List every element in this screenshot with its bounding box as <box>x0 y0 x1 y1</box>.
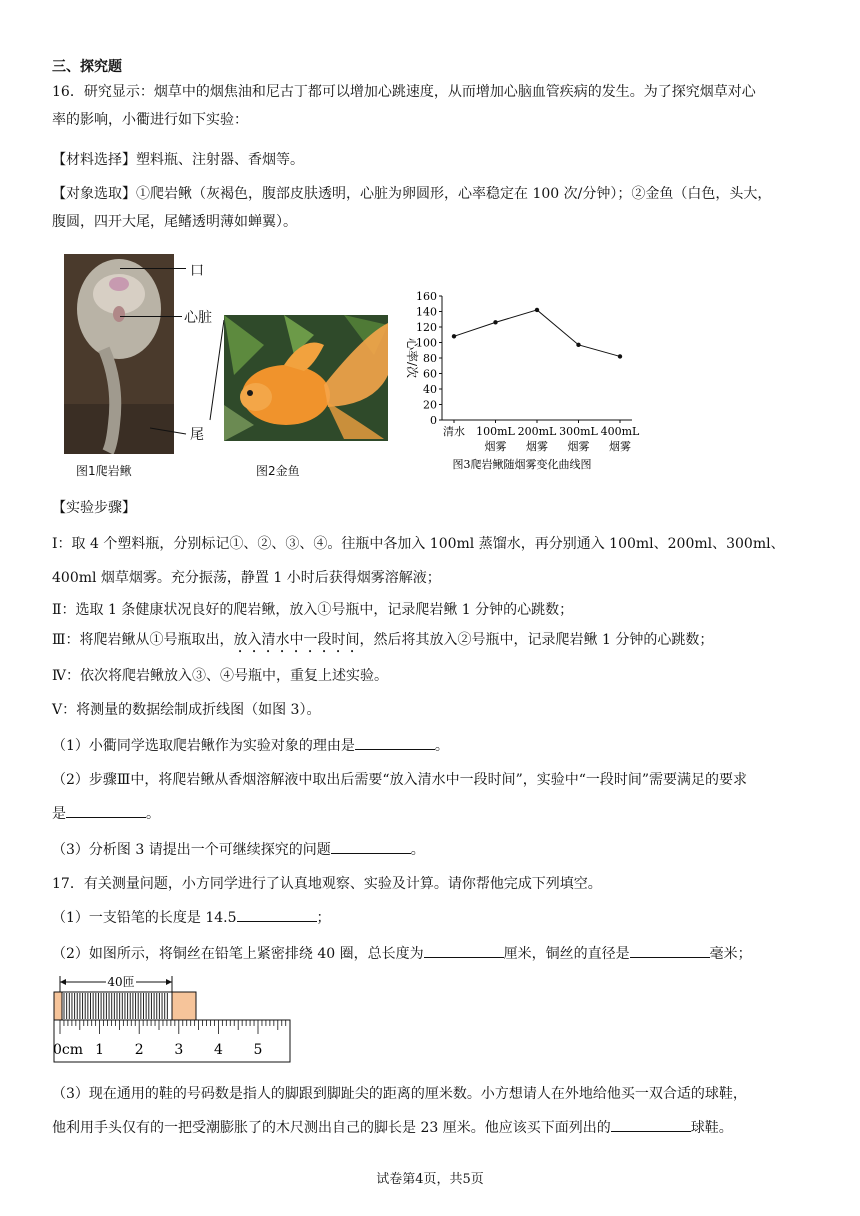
x-tick-label-line2: 烟雾 <box>484 440 507 453</box>
q16-sub2-line1: （2）步骤Ⅲ中，将爬岩鳅从香烟溶解液中取出后需要“放入清水中一段时间”，实验中“一段时间”需要满足的要求 <box>52 772 748 788</box>
label-tail: 尾 <box>190 427 204 443</box>
q16-sub1-end: 。 <box>434 738 449 754</box>
q17-sub2 <box>52 940 812 968</box>
q16-objects-line1: 【对象选取】①爬岩鳅（灰褐色，腹部皮肤透明，心脏为卵圆形，心率稳定在 100 次/分钟）；②金鱼（白色，头大， <box>52 186 772 202</box>
y-tick-label: 160 <box>416 290 437 303</box>
arrow-left-head <box>60 979 66 985</box>
q17-sub1 <box>52 904 812 932</box>
q16-sub2-blank[interactable] <box>66 803 146 818</box>
fig1-caption: 图1爬岩鳅 <box>76 464 132 478</box>
q17-sub1-blank[interactable] <box>237 907 317 922</box>
series-line <box>454 310 620 357</box>
ruler-label: 2 <box>134 1042 144 1058</box>
q16-sub3-blank[interactable] <box>331 839 411 854</box>
step-1-line1: Ⅰ：取 4 个塑料瓶，分别标记①、②、③、④。往瓶中各加入 100ml 蒸馏水，再分别通入 100ml、200ml、300ml、 <box>52 536 785 552</box>
q16-sub3-text: （3）分析图 3 请提出一个可继续探究的问题 <box>52 842 331 858</box>
q16-sub2-pre: 是 <box>52 806 66 822</box>
step-1-line2: 400ml 烟草烟雾。充分振荡，静置 1 小时后获得烟雾溶解液； <box>52 570 441 586</box>
ruler-figure <box>50 972 295 1068</box>
step-3 <box>52 626 812 656</box>
coil-label: 40匝 <box>107 975 135 989</box>
x-tick-label: 300mL <box>559 425 598 438</box>
data-point <box>493 320 497 324</box>
data-point <box>535 308 539 312</box>
q17-sub2-blank-1[interactable] <box>424 943 504 958</box>
q17-sub2-text: （2）如图所示，将铜丝在铅笔上紧密排绕 40 圈，总长度为 <box>52 946 424 962</box>
q17-sub3 <box>52 1080 812 1142</box>
x-tick-label: 400mL <box>600 425 640 438</box>
q16-sub1 <box>52 732 812 760</box>
y-tick-label: 100 <box>416 336 437 350</box>
y-tick-label: 120 <box>416 321 437 334</box>
q16-intro-line2: 率的影响，小衢进行如下实验： <box>52 112 248 128</box>
pencil-left-end <box>54 992 62 1020</box>
x-tick-label-line2: 烟雾 <box>609 440 631 453</box>
step-1 <box>52 530 812 592</box>
x-tick-label: 200mL <box>517 425 557 438</box>
step-3-dotted: 放入清水中一段时间 <box>233 632 360 648</box>
step-4: Ⅳ：依次将爬岩鳅放入③、④号瓶中，重复上述实验。 <box>52 668 388 684</box>
ruler-label: 3 <box>174 1042 184 1058</box>
label-heart: 心脏 <box>184 310 212 326</box>
ruler-label: 4 <box>213 1042 223 1058</box>
q16-objects-line2: 腹圆，四开大尾，尾鳍透明薄如蝉翼）。 <box>52 214 297 230</box>
q17-intro: 17．有关测量问题，小方同学进行了认真地观察、实验及计算。请你帮他完成下列填空。 <box>52 876 602 892</box>
data-point <box>618 354 622 358</box>
q16-sub2 <box>52 766 812 828</box>
page-footer: 试卷第4页，共5页 <box>376 1172 484 1187</box>
q16-sub3 <box>52 836 812 864</box>
label-mouth: 口 <box>190 263 204 279</box>
q17-sub1-end: ； <box>316 910 331 926</box>
q16-intro <box>52 78 812 134</box>
steps-title: 【实验步骤】 <box>52 500 136 516</box>
q16-sub2-end: 。 <box>146 806 160 822</box>
q16-materials: 【材料选择】塑料瓶、注射器、香烟等。 <box>52 152 304 168</box>
y-tick-label: 40 <box>423 383 437 396</box>
x-tick-label-line2: 烟雾 <box>567 440 590 453</box>
q16-objects <box>52 180 812 236</box>
y-axis-label: 心率/次 <box>405 337 419 379</box>
step-5: Ⅴ：将测量的数据绘制成折线图（如图 3）。 <box>52 702 321 718</box>
label-line-mouth <box>120 268 186 269</box>
label-line-heart <box>120 316 182 317</box>
y-tick-label: 80 <box>423 352 437 365</box>
pencil-right-end <box>172 992 196 1020</box>
q17-sub3-end: 球鞋。 <box>690 1120 733 1136</box>
q17-sub2-mid: 厘米，铜丝的直径是 <box>503 946 630 962</box>
q17-sub3-blank[interactable] <box>611 1117 691 1132</box>
ruler-label: 1 <box>95 1042 105 1058</box>
q17-sub2-blank-2[interactable] <box>630 943 710 958</box>
q16-sub1-text: （1）小衢同学选取爬岩鳅作为实验对象的理由是 <box>52 738 355 754</box>
arrow-right-head <box>166 979 172 985</box>
step-3-post: ，然后将其放入②号瓶中，记录爬岩鳅 1 分钟的心跳数； <box>359 632 714 648</box>
x-tick-label: 100mL <box>476 425 515 438</box>
ruler-label: 0cm <box>52 1042 84 1058</box>
q16-sub3-end: 。 <box>410 842 425 858</box>
step-2: Ⅱ：选取 1 条健康状况良好的爬岩鳅，放入①号瓶中，记录爬岩鳅 1 分钟的心跳数； <box>52 602 574 618</box>
q16-intro-line1: 16．研究显示：烟草中的烟焦油和尼古丁都可以增加心跳速度，从而增加心脑血管疾病的发生。为了探究烟草对心 <box>52 84 756 100</box>
q16-sub2-line2 <box>52 800 812 828</box>
y-tick-label: 0 <box>430 414 437 427</box>
fig2-caption: 图2金鱼 <box>256 464 300 478</box>
data-point <box>452 334 456 338</box>
q17-sub2-end: 毫米； <box>709 946 752 962</box>
q17-sub3-line1: （3）现在通用的鞋的号码数是指人的脚跟到脚趾尖的距离的厘米数。小方想请人在外地给他买一双合适的球鞋， <box>52 1086 747 1102</box>
y-tick-label: 140 <box>416 305 437 319</box>
goldfish-photo <box>224 315 388 441</box>
step-3-pre: Ⅲ：将爬岩鳅从①号瓶取出， <box>52 632 234 648</box>
x-tick-label: 清水 <box>443 425 465 438</box>
q16-sub1-blank[interactable] <box>355 735 435 750</box>
q17-sub3-text: 他利用手头仅有的一把受潮膨胀了的木尺测出自己的脚长是 23 厘米。他应该买下面列出的 <box>52 1120 611 1136</box>
ruler-label: 5 <box>253 1042 263 1058</box>
figure-2-goldfish <box>224 315 388 445</box>
section-title: 三、探究题 <box>52 59 122 75</box>
data-point <box>576 343 580 347</box>
q17-sub1-text: （1）一支铅笔的长度是 14.5 <box>52 910 237 926</box>
x-tick-label-line2: 烟雾 <box>526 440 548 453</box>
chart-title: 图3爬岩鳅随烟雾变化曲线图 <box>452 458 592 471</box>
figure-3-chart <box>392 286 662 476</box>
q17-sub3-line2 <box>52 1114 812 1142</box>
y-tick-label: 60 <box>423 367 437 381</box>
y-tick-label: 20 <box>423 398 437 412</box>
